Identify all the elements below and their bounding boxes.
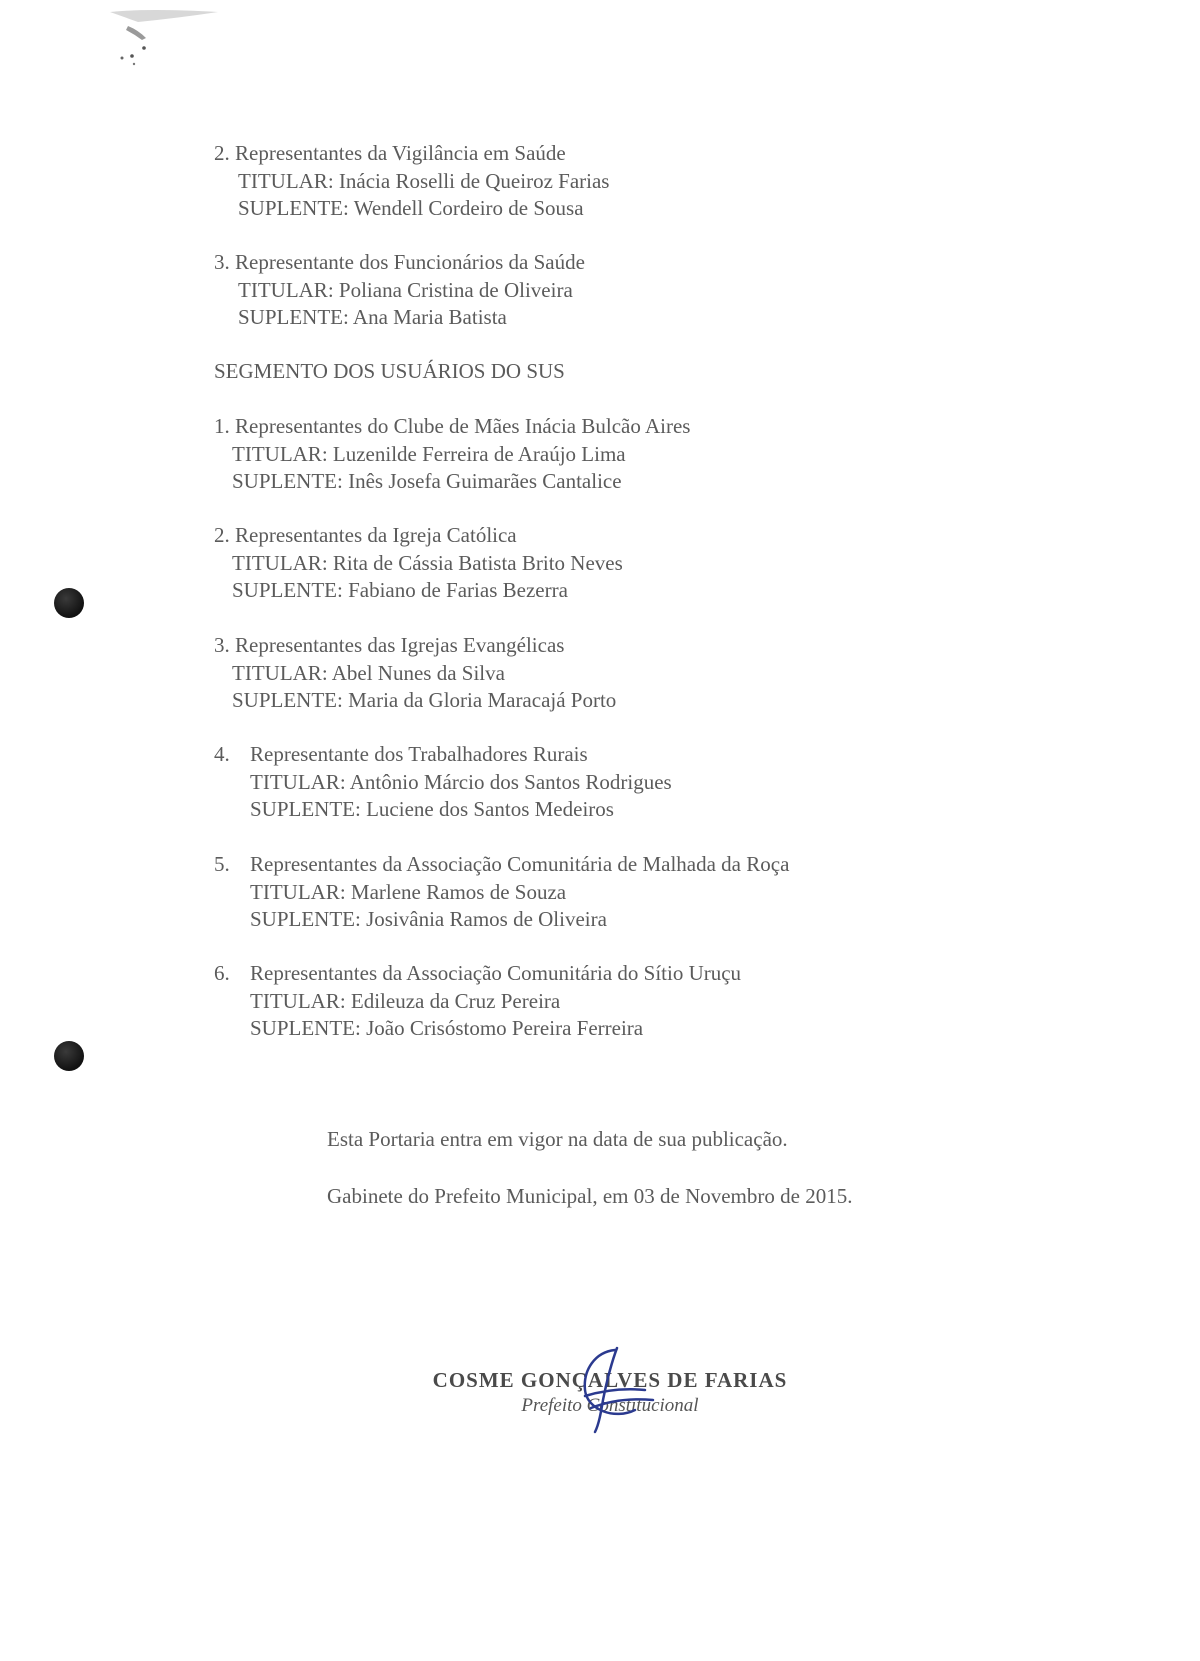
entry-heading: 2. Representantes da Igreja Católica [214, 523, 517, 547]
entry-heading: 4. Representante dos Trabalhadores Rurais [214, 742, 588, 766]
entry-suplente: SUPLENTE: Maria da Gloria Maracajá Porto [232, 688, 617, 712]
entry-sitio-urucu [214, 960, 741, 1043]
entry-igrejas-evangelicas [214, 632, 616, 715]
entry-titular: TITULAR: Poliana Cristina de Oliveira [238, 277, 573, 302]
entry-suplente: SUPLENTE: Luciene dos Santos Medeiros [250, 797, 614, 821]
entry-clube-maes [214, 413, 690, 496]
entry-heading: 3. Representantes das Igrejas Evangélicas [214, 633, 565, 657]
entry-heading: 6. Representantes da Associação Comunitária do Sítio Uruçu [214, 961, 742, 985]
scan-smudge-mark [108, 8, 228, 68]
entry-heading: 5. Representantes da Associação Comunitária de Malhada da Roça [214, 852, 790, 876]
signatory-title: Prefeito Constitucional [521, 1395, 699, 1416]
entry-heading: 1. Representantes do Clube de Mães Inácia Bulcão Aires [214, 414, 691, 438]
signatory-name: COSME GONÇALVES DE FARIAS [432, 1368, 788, 1392]
punch-hole-top [54, 588, 84, 618]
entry-vigilancia-saude [214, 140, 609, 223]
entry-suplente: SUPLENTE: Inês Josefa Guimarães Cantalice [232, 469, 622, 493]
entry-titular: TITULAR: Marlene Ramos de Souza [250, 879, 567, 904]
entry-titular: TITULAR: Inácia Roselli de Queiroz Farias [238, 168, 610, 193]
entry-titular: TITULAR: Rita de Cássia Batista Brito Neves [232, 550, 623, 575]
entry-igreja-catolica [214, 522, 623, 605]
entry-heading: 3. Representante dos Funcionários da Saúde [214, 250, 585, 274]
entry-malhada-roca [214, 851, 789, 934]
handwritten-signature [555, 1340, 675, 1440]
entry-titular: TITULAR: Edileuza da Cruz Pereira [250, 988, 561, 1013]
entry-titular: TITULAR: Antônio Márcio dos Santos Rodrigues [250, 769, 672, 794]
punch-hole-bottom [54, 1041, 84, 1071]
entry-trabalhadores-rurais [214, 741, 672, 824]
entry-heading: 2. Representantes da Vigilância em Saúde [214, 141, 566, 165]
entry-suplente: SUPLENTE: Wendell Cordeiro de Sousa [238, 196, 584, 220]
segment-title: SEGMENTO DOS USUÁRIOS DO SUS [214, 359, 565, 383]
entry-suplente: SUPLENTE: Josivânia Ramos de Oliveira [250, 907, 607, 931]
closing-vigor: Esta Portaria entra em vigor na data de sua publicação. [327, 1127, 788, 1151]
entry-suplente: SUPLENTE: Ana Maria Batista [238, 305, 507, 329]
entry-titular: TITULAR: Abel Nunes da Silva [232, 660, 505, 685]
entry-titular: TITULAR: Luzenilde Ferreira de Araújo Lima [232, 441, 626, 466]
entry-suplente: SUPLENTE: Fabiano de Farias Bezerra [232, 578, 568, 602]
entry-funcionarios-saude [214, 249, 585, 332]
closing-gabinete: Gabinete do Prefeito Municipal, em 03 de Novembro de 2015. [327, 1184, 853, 1208]
entry-suplente: SUPLENTE: João Crisóstomo Pereira Ferreira [250, 1016, 644, 1040]
